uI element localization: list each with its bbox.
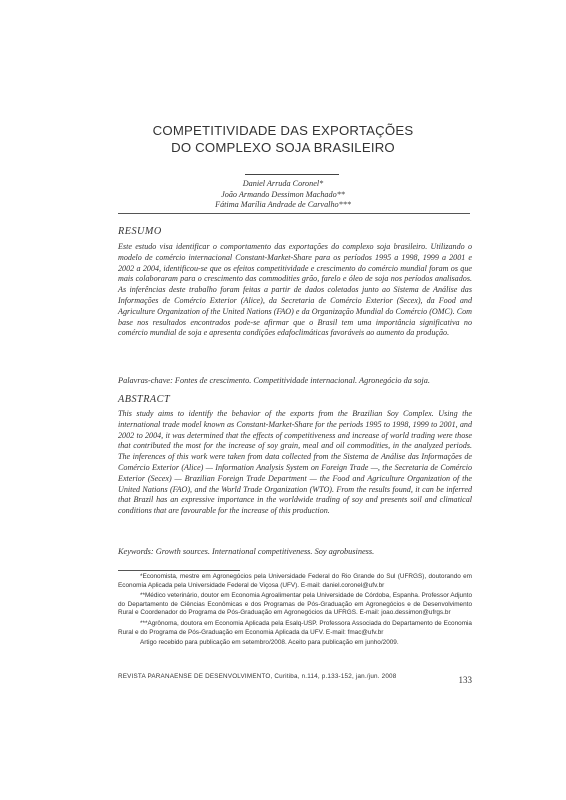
footnote-1: *Economista, mestre em Agronegócios pela Universidade Federal do Rio Grande do Sul (UFRGS), doutorando em Economia Aplicada pela Universidade Federal de Viçosa (UFV). E-mail: daniel.coronel@ufv.br — [118, 573, 472, 589]
page-footer — [118, 673, 472, 685]
abstract-keywords: Keywords: Growth sources. International competitiveness. Soy agrobusiness. — [118, 547, 375, 556]
footnote-3: ***Agrônoma, doutora em Economia Aplicada pela Esalq-USP. Professora Associada do Departamento de Economia Rural e do Programa de Pós-Graduação em Economia Aplicada da UFV. E-mail: fmac@ufv.br — [118, 619, 472, 636]
article-title — [0, 122, 566, 156]
resumo-keywords: Palavras-chave: Fontes de crescimento. Competitividade internacional. Agronegócio da soja. — [118, 376, 430, 385]
page-number: 133 — [458, 675, 472, 685]
resumo-text: Este estudo visa identificar o comportamento das exportações do complexo soja brasileiro. Utilizando o modelo de comércio internacional Constant-Market-Share para os períodos 1995 a 1998, 1999 a 2001 e 2002 a 2004, identificou-se que os efeitos competitividade e crescimento do comércio mundial foram os que mais colaboraram para o crescimento das commodities grão, farelo e óleo de soja nos períodos analisados. As inferências deste trabalho foram feitas a partir de dados coletados junto ao Sistema de Análise das Informações de Comércio Exterior (Alice), da Secretaria de Comércio Exterior (Secex), da Food and Agriculture Organization of the United Nations (FAO) e da Organização Mundial do Comércio (OMC). Com base nos resultados encontrados pode-se afirmar que o Brasil tem uma importância significativa no comércio mundial de soja e apresenta condições edafoclimáticas favoráveis ao aumento da produção. — [118, 242, 472, 338]
abstract-heading: ABSTRACT — [118, 394, 171, 405]
title-line-2: DO COMPLEXO SOJA BRASILEIRO — [171, 140, 395, 155]
author-3: Fátima Marília Andrade de Carvalho*** — [215, 200, 351, 210]
title-line-1: COMPETITIVIDADE DAS EXPORTAÇÕES — [152, 123, 414, 138]
journal-citation: REVISTA PARANAENSE DE DESENVOLVIMENTO, Curitiba, n.114, p.133-152, jan./jun. 2008 — [118, 673, 397, 680]
title-divider — [245, 174, 339, 175]
resumo-heading: RESUMO — [118, 226, 162, 237]
author-list — [0, 179, 566, 211]
abstract-text: This study aims to identify the behavior of the exports from the Brazilian Soy Complex. Using the international trade model known as Constant-Market-Share for the periods 1995 to 1998, 1999 to 2001, and 2002 to 2004, it was determined that the effects of competitiveness and increase of world trading were those that contributed the most for the increase of soy grain, meal and oil commodities, in the analyzed periods. The inferences of this work were taken from data collected from the Sistema de Análise das Informações de Comércio Exterior (Alice) — Information Analysis System on Foreign Trade —, the Secretaria de Comércio Exterior (Secex) — Brazilian Foreign Trade Department — the Food and Agriculture Organization of the United Nations (FAO), and the World Trade Organization (WTO). From the results found, it can be inferred that Brazil has an expressive importance in the worldwide trading of soy and presents soil and climatical conditions that are favourable for the increase of this production. — [118, 409, 472, 516]
footnote-received: Artigo recebido para publicação em setembro/2008. Aceito para publicação em junho/2009. — [140, 639, 399, 647]
author-1: Daniel Arruda Coronel* — [242, 179, 324, 188]
header-divider — [118, 213, 470, 214]
footnotes — [118, 573, 472, 650]
footnote-divider — [118, 570, 240, 571]
footnote-2: **Médico veterinário, doutor em Economia Agroalimentar pela Universidade de Córdoba, Espanha. Professor Adjunto do Departamento de Ciências Econômicas e dos Programas de Pós-Graduação em Agronegócios e de Desenvolvimento Rural e Coordenador do Programa de Pós-Graduação em Agronegócios da UFRGS. E-mail: joao.dessimon@ufrgs.br — [118, 592, 472, 617]
author-2: João Armando Dessimon Machado** — [221, 189, 345, 199]
